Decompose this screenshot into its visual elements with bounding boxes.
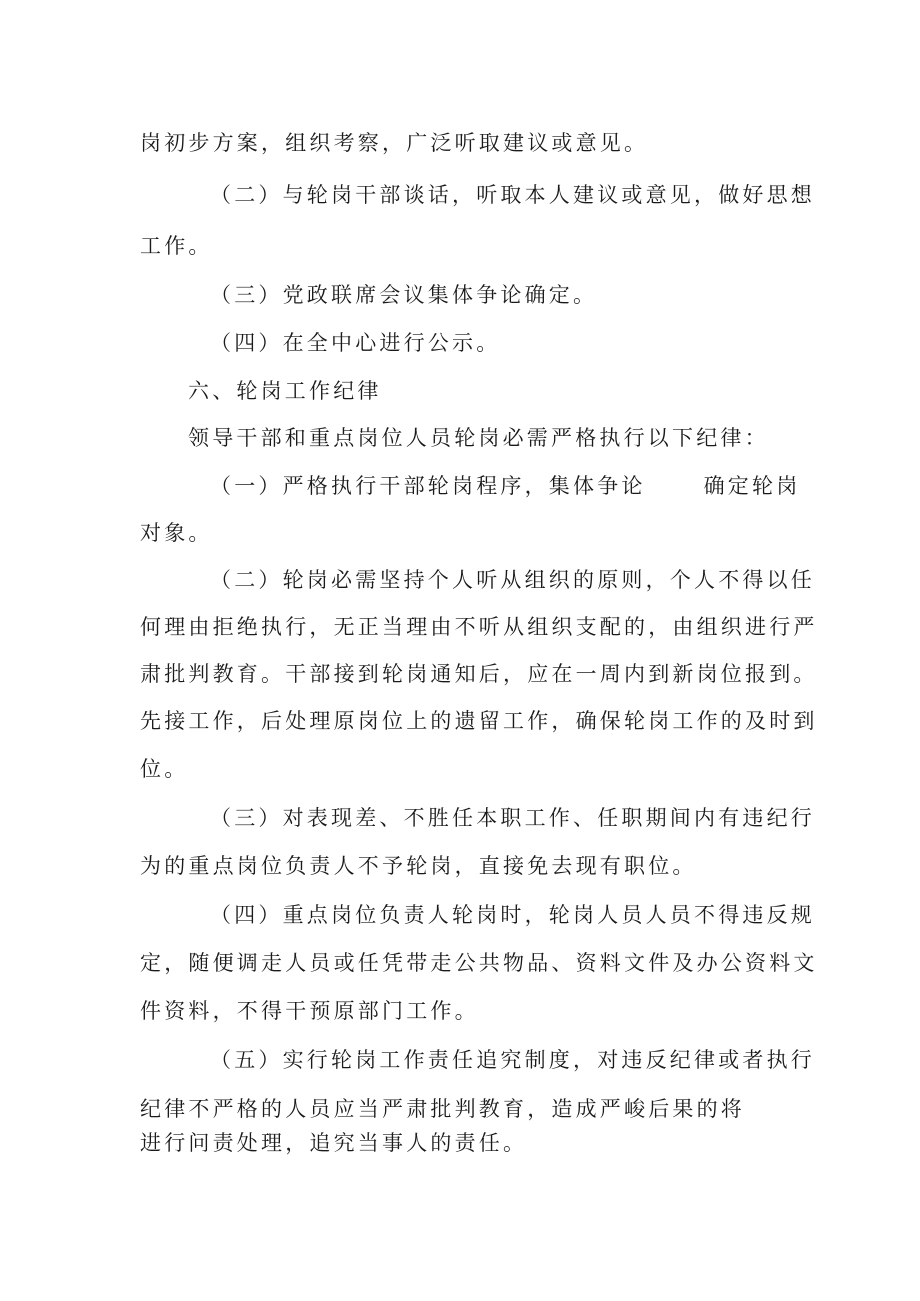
text-line: 进行问责处理，追究当事人的责任。: [140, 1131, 528, 1155]
text-line: 位。: [140, 757, 189, 781]
text-line: 先接工作，后处理原岗位上的遗留工作，确保轮岗工作的及时到: [140, 709, 818, 733]
text-segment: （一）严格执行干部轮岗程序，集体争论: [210, 474, 646, 498]
text-line: （五）实行轮岗工作责任追究制度，对违反纪律或者执行: [210, 1048, 815, 1072]
text-line: 定，随便调走人员或任凭带走公共物品、资料文件及办公资料文: [140, 951, 818, 975]
text-line: （四）在全中心进行公示。: [210, 331, 501, 355]
text-line: 岗初步方案，组织考察，广泛听取建议或意见。: [140, 131, 649, 155]
text-line: 肃批判教育。干部接到轮岗通知后，应在一周内到新岗位报到。: [140, 662, 818, 686]
text-line: （三）对表现差、不胜任本职工作、任职期间内有违纪行: [210, 806, 815, 830]
text-line: 件资料，不得干预原部门工作。: [140, 999, 479, 1023]
text-line: 对象。: [140, 521, 213, 545]
text-line: [210, 473, 800, 499]
text-line: 工作。: [140, 234, 213, 258]
text-line: 纪律不严格的人员应当严肃批判教育，造成严峻后果的将: [140, 1097, 745, 1121]
text-line: 何理由拒绝执行，无正当理由不听从组织支配的，由组织进行严: [140, 615, 818, 639]
text-line: （三）党政联席会议集体争论确定。: [210, 283, 598, 307]
text-line: （二）与轮岗干部谈话，听取本人建议或意见，做好思想: [210, 183, 815, 207]
text-line: 领导干部和重点岗位人员轮岗必需严格执行以下纪律：: [188, 426, 769, 450]
text-line: 为的重点岗位负责人不予轮岗，直接免去现有职位。: [140, 854, 697, 878]
text-segment: 确定轮岗: [703, 474, 801, 498]
section-heading: 六、轮岗工作纪律: [188, 379, 382, 403]
text-line: （二）轮岗必需坚持个人听从组织的原则，个人不得以任: [210, 568, 815, 592]
text-line: （四）重点岗位负责人轮岗时，轮岗人员人员不得违反规: [210, 903, 815, 927]
